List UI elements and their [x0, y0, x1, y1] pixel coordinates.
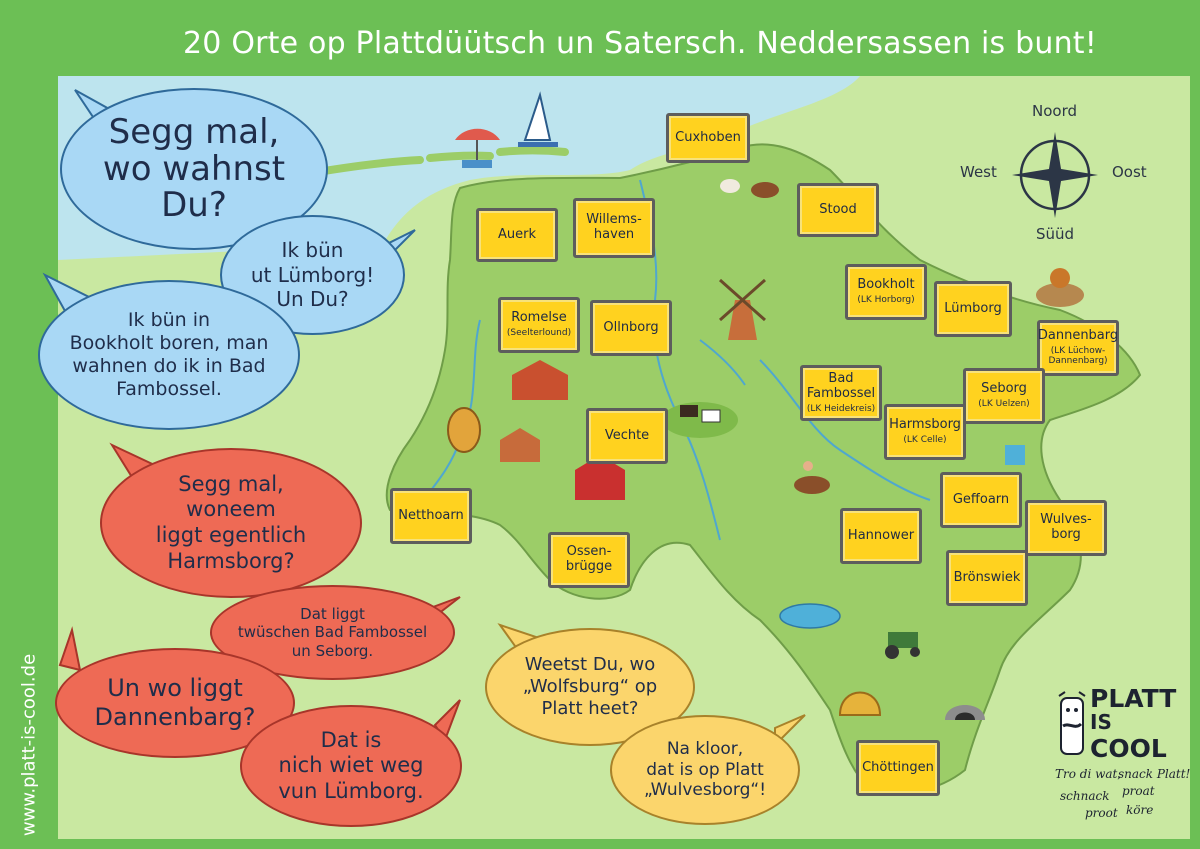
place-sign-harmsborg [884, 404, 966, 460]
place-name: Lümborg [944, 300, 1002, 316]
page-title: 20 Orte op Plattdüütsch un Satersch. Neddersassen is bunt! [183, 26, 1097, 61]
place-sign-auerk [476, 208, 558, 262]
place-name: Ossen- brügge [565, 544, 613, 574]
place-sign-geffoarn [940, 472, 1022, 528]
place-sign-hannower [840, 508, 922, 564]
logo-line-is: IS [1090, 710, 1112, 734]
compass-north: Noord [1032, 102, 1077, 120]
place-name: Vechte [604, 427, 650, 443]
compass-south: Süüd [1036, 225, 1075, 243]
logo-slogan-3: schnack [1060, 789, 1110, 803]
logo-slogan-4: proat [1122, 784, 1155, 798]
place-name: Chöttingen [862, 759, 934, 775]
compass-west: West [960, 163, 997, 181]
place-name: Bookholt [857, 277, 915, 293]
place-name: Netthoarn [398, 507, 464, 523]
place-sign-luemborg [934, 281, 1012, 337]
place-sign-choettingen [856, 740, 940, 796]
compass-east: Oost [1112, 163, 1147, 181]
speech-bubble-9: Na kloor, dat is op Platt „Wulvesborg“! [610, 715, 800, 825]
place-sign-seborg [963, 368, 1045, 424]
place-sign-stood [797, 183, 879, 237]
website-url-text: www.platt-is-cool.de [18, 653, 40, 837]
place-district: (LK Horborg) [857, 295, 915, 306]
place-name: Stood [819, 201, 857, 217]
speech-bubble-6: Un wo liggt Dannenbarg? [55, 648, 295, 758]
speech-bubble-7: Dat is nich wiet weg vun Lümborg. [240, 705, 462, 827]
bubble-tail-6 [60, 630, 80, 670]
place-sign-romelse [498, 297, 580, 353]
place-name: Brönswiek [953, 569, 1021, 585]
place-name: Cuxhoben [675, 129, 741, 145]
place-sign-bad-fambossel [800, 365, 882, 421]
speech-bubble-4: Segg mal, woneem liggt egentlich Harmsborg? [100, 448, 362, 598]
place-sign-willemshaven [573, 198, 655, 258]
place-name: Seborg [981, 381, 1027, 397]
place-name: Wulves- borg [1040, 512, 1092, 542]
speech-bubble-5: Dat liggt twüschen Bad Fambossel un Seborg. [210, 585, 455, 680]
speech-bubble-2: Ik bün ut Lümborg! Un Du? [220, 215, 405, 335]
place-sign-dannenbarg [1037, 320, 1119, 376]
place-sign-wulvesborg [1025, 500, 1107, 556]
speech-bubble-8: Weetst Du, wo „Wolfsburg“ op Platt heet? [485, 628, 695, 746]
cow-mascot-icon [1055, 690, 1089, 760]
place-sign-cuxhoben [666, 113, 750, 163]
place-district: (LK Uelzen) [978, 399, 1030, 410]
speech-bubble-3: Ik bün in Bookholt boren, man wahnen do ik in Bad Fambossel. [38, 280, 300, 430]
logo-line-cool: COOL [1090, 734, 1167, 763]
place-sign-vechte [586, 408, 668, 464]
place-sign-bookholt [845, 264, 927, 320]
logo-slogan-6: köre [1126, 803, 1154, 817]
place-name: Auerk [497, 226, 536, 242]
place-district: (LK Heidekreis) [806, 403, 876, 414]
place-name: Dannenbarg [1037, 328, 1119, 344]
place-name: Romelse [511, 310, 567, 326]
place-sign-ossenbruegge [548, 532, 630, 588]
place-sign-netthoarn [390, 488, 472, 544]
place-sign-ollnborg [590, 300, 672, 356]
logo-slogan-2: snack Platt! [1118, 767, 1191, 781]
logo-line-platt: PLATT [1090, 684, 1177, 713]
speech-bubble-1: Segg mal, wo wahnst Du? [60, 88, 328, 250]
place-district: (LK Celle) [903, 435, 947, 446]
place-district: (LK Lüchow- Dannenbarg) [1048, 346, 1108, 367]
place-name: Ollnborg [603, 319, 659, 335]
logo-slogan-5: proot [1085, 806, 1118, 820]
place-name: Willems- haven [586, 212, 642, 242]
place-district: (Seelterlound) [506, 328, 572, 339]
place-sign-broenswiek [946, 550, 1028, 606]
place-name: Harmsborg [889, 417, 961, 433]
place-name: Bad Fambossel [806, 370, 876, 401]
place-name: Geffoarn [952, 491, 1010, 507]
place-name: Hannower [847, 527, 915, 543]
logo-slogan-1: Tro di wat, [1055, 767, 1122, 781]
